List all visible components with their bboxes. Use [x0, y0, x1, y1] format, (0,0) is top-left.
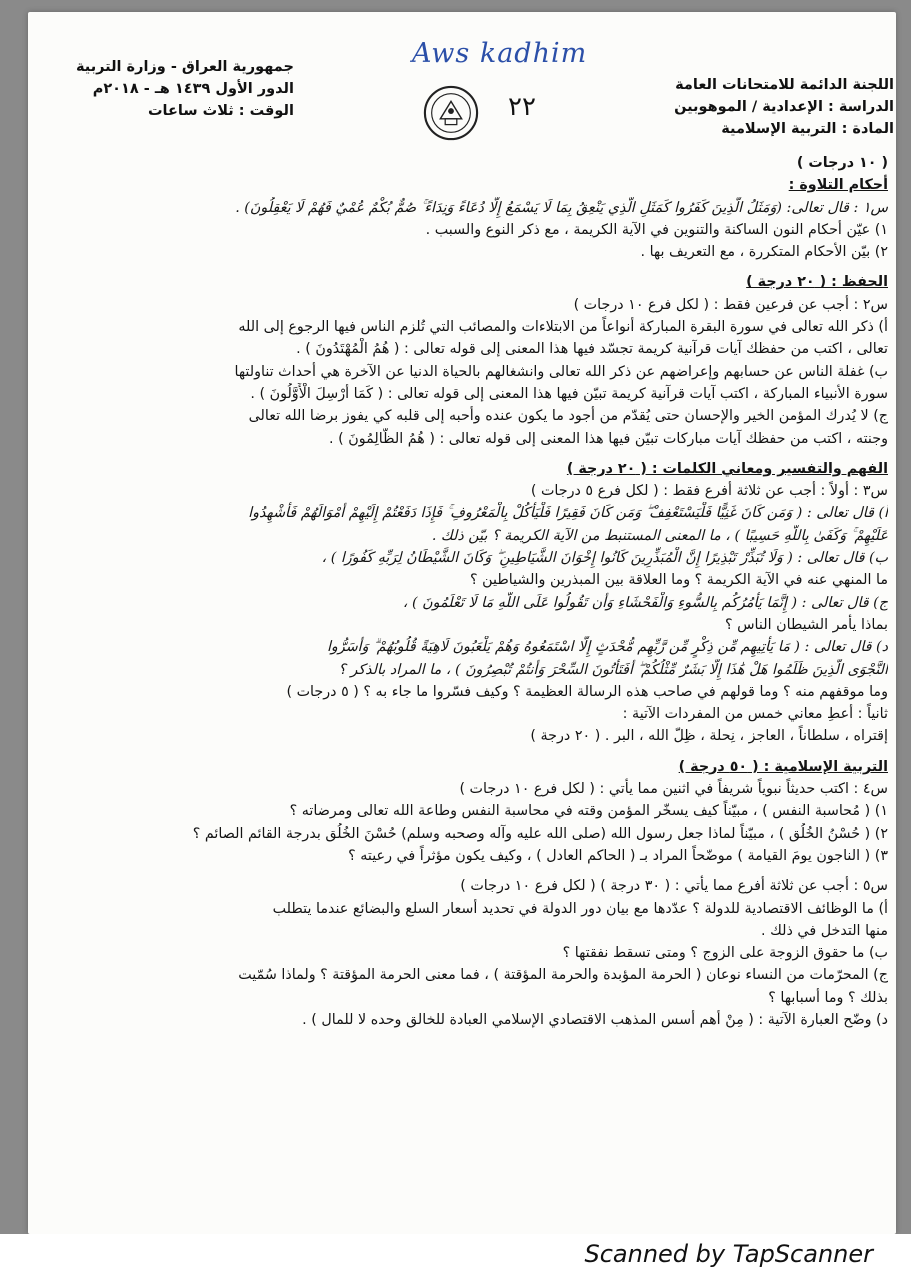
exam-line: د) وضّح العبارة الآتية : ( مِنْ أهم أسس المذهب الاقتصادي الإسلامي العبادة للخالق وحده لا للمال ) .: [302, 1011, 888, 1028]
exam-line: س٢ : أجب عن فرعين فقط : ( لكل فرع ١٠ درجات ): [573, 296, 888, 313]
exam-line: ٢) ( حُسْنُ الخُلُق ) ، مبيّناً لماذا جعل رسول الله (صلى الله عليه وآله وصحبه وسلم) حُسْنَ الخُلُق بدرجة القائم الصائم ؟: [192, 825, 888, 842]
exam-line: ج) لا يُدرك المؤمن الخير والإحسان حتى يُقدّم من أجود ما يكون عنده وأحبه إلى قلبه كي يفوز برضا الله تعالى: [248, 408, 888, 425]
header-committee: اللجنة الدائمة للامتحانات العامة: [675, 77, 894, 93]
scanner-watermark: Scanned by TapScanner: [584, 1240, 873, 1268]
exam-line: أ) قال تعالى : ( وَمَن كَانَ غَنِيًّا فَلْيَسْتَعْفِفْ ۖ وَمَن كَانَ فَقِيرًا فَلْيَأْكُلْ بِالْمَعْرُوفِ ۚ فَإِذَا دَفَعْتُمْ إِلَيْهِمْ أَمْوَالَهُمْ فَأَشْهِدُوا: [248, 505, 888, 522]
exam-line: س٤ : اكتب حديثاً نبوياً شريفاً في اثنين مما يأتي : ( لكل فرع ١٠ درجات ): [459, 781, 888, 798]
exam-line: النَّجْوَى الَّذِينَ ظَلَمُوا هَلْ هَٰذَا إِلَّا بَشَرٌ مِّثْلُكُمْ ۖ أَفَتَأْتُونَ السِّحْرَ وَأَنتُمْ تُبْصِرُونَ ) ، ما المراد بالذكر ؟: [338, 661, 888, 678]
header-study: الدراسة : الإعدادية / الموهوبين: [674, 99, 894, 115]
header-subject: المادة : التربية الإسلامية: [721, 121, 894, 137]
exam-line: الحفظ : ( ٢٠ درجة ): [746, 274, 888, 291]
exam-line: وجنته ، اكتب من حفظك آيات مباركات تبيّن فيها هذا المعنى إلى قوله تعالى : ( هُمُ الظَّالِمُونَ ) .: [329, 430, 888, 447]
exam-line: س٥ : أجب عن ثلاثة أفرع مما يأتي : ( ٣٠ درجة ) ( لكل فرع ١٠ درجات ): [460, 878, 888, 895]
exam-line: أ) ذكر الله تعالى في سورة البقرة المباركة أنواعاً من الابتلاءات والمصائب التي تُلزم الناس فيها الرجوع إلى الله: [238, 319, 888, 336]
exam-line: [32, 263, 888, 271]
exam-line: وما موقفهم منه ؟ وما قولهم في صاحب هذه الرسالة العظيمة ؟ وكيف فسّروا ما جاء به ؟ ( ٥ درجات ): [286, 683, 888, 700]
exam-line: بذلك ؟ وما أسبابها ؟: [768, 989, 888, 1006]
exam-line: ج) المحرّمات من النساء نوعان ( الحرمة المؤبدة والحرمة المؤقتة ) ، فما معنى الحرمة المؤقتة ؟ ولماذا سُمّيت: [238, 967, 888, 984]
exam-line: ب) قال تعالى : ( وَلَا تُبَذِّرْ تَبْذِيرًا إِنَّ الْمُبَذِّرِينَ كَانُوا إِخْوَانَ الشَّيَاطِينِ ۖ وَكَانَ الشَّيْطَانُ لِرَبِّهِ كَفُورًا ) ،: [321, 550, 888, 567]
scanner-footer: [0, 1234, 911, 1280]
exam-line: بماذا يأمر الشيطان الناس ؟: [724, 616, 888, 633]
header-left: [76, 56, 294, 122]
exam-line: الفهم والتفسير ومعاني الكلمات : ( ٢٠ درجة ): [566, 460, 888, 477]
exam-line: [32, 450, 888, 458]
exam-body: [32, 152, 888, 1031]
exam-line: س٣ : أولاً : أجب عن ثلاثة أفرع فقط : ( لكل فرع ٥ درجات ): [530, 483, 888, 500]
exam-line: ب) غفلة الناس عن حسابهم وإعراضهم عن ذكر الله تعالى وانشغالهم بالحياة الدنيا عن الآخرة هي أحداث تناولتها: [234, 363, 888, 380]
exam-line: ج) قال تعالى : ( إِنَّمَا يَأْمُرُكُم بِالسُّوءِ وَالْفَحْشَاءِ وَأَن تَقُولُوا عَلَى اللَّهِ مَا لَا تَعْلَمُونَ ) ،: [402, 594, 888, 611]
page-number: ٢٢: [508, 92, 536, 122]
ministry-seal-icon: [422, 84, 480, 142]
header-session: الدور الأول ١٤٣٩ هـ - ٢٠١٨م: [92, 81, 294, 97]
exam-line: ١) ( مُحاسبة النفس ) ، مبيّناً كيف يسخّر المؤمن وقته في محاسبة النفس وطاعة الله تعالى ومرضاته ؟: [289, 803, 888, 820]
exam-line: التربية الإسلامية : ( ٥٠ درجة ): [678, 758, 888, 775]
exam-line: [32, 867, 888, 875]
exam-line: أ) ما الوظائف الاقتصادية للدولة ؟ عدّدها مع بيان دور الدولة في تحديد أسعار السلع والبضائع عندما يتطلب: [272, 900, 888, 917]
exam-line: [32, 748, 888, 756]
exam-line: أحكام التلاوة :: [788, 177, 888, 194]
header-republic: جمهورية العراق - وزارة التربية: [76, 59, 294, 75]
exam-line: د) قال تعالى : ( مَا يَأْتِيهِم مِّن ذِكْرٍ مِّن رَّبِّهِم مُّحْدَثٍ إِلَّا اسْتَمَعُوهُ وَهُمْ يَلْعَبُونَ لَاهِيَةً قُلُوبُهُمْ ۗ وَأَسَرُّوا: [326, 639, 888, 656]
exam-line: ( ١٠ درجات ): [796, 155, 888, 171]
exam-line: ١) عيّن أحكام النون الساكنة والتنوين في الآية الكريمة ، مع ذكر النوع والسبب .: [425, 221, 888, 238]
exam-line: ٣) ( الناجون يومَ القيامة ) موضّحاً المراد بـ ( الحاكم العادل ) ، وكيف يكون مؤثراً في رعيته ؟: [348, 847, 888, 864]
exam-line: ٢) بيّن الأحكام المتكررة ، مع التعريف بها .: [640, 244, 888, 261]
header-right: [674, 74, 894, 140]
exam-line: ما المنهي عنه في الآية الكريمة ؟ وما العلاقة بين المبذرين والشياطين ؟: [470, 572, 888, 589]
exam-line: س١ : قال تعالى: (وَمَثَلُ الَّذِينَ كَفَرُوا كَمَثَلِ الَّذِي يَنْعِقُ بِمَا لَا يَسْمَعُ إِلَّا دُعَاءً وَنِدَاءً ۚ صُمٌّ بُكْمٌ عُمْيٌ فَهُمْ لَا يَعْقِلُونَ) .: [235, 199, 888, 216]
handwritten-name: Aws kadhim: [412, 38, 588, 69]
exam-line: منها التدخل في ذلك .: [761, 922, 888, 939]
exam-sheet: [28, 12, 896, 1234]
exam-line: سورة الأنبياء المباركة ، اكتب آيات قرآنية كريمة تبيّن فيها هذا المعنى إلى قوله تعالى : ( كَمَا أُرْسِلَ الْأَوَّلُونَ ) .: [250, 385, 888, 402]
exam-line: ب) ما حقوق الزوجة على الزوج ؟ ومتى تسقط نفقتها ؟: [562, 945, 888, 962]
exam-line: ثانياً : أعطِ معاني خمس من المفردات الآتية :: [622, 706, 888, 723]
exam-line: إقتراه ، سلطاناً ، العاجز ، نِحلة ، ظِلّ الله ، البر . ( ٢٠ درجة ): [530, 728, 888, 745]
exam-line: تعالى ، اكتب من حفظك آيات قرآنية كريمة تجسّد فيها هذا المعنى إلى قوله تعالى : ( هُمُ الْمُهْتَدُونَ ) .: [296, 341, 888, 358]
header-time: الوقت : ثلاث ساعات: [147, 103, 294, 119]
exam-line: عَلَيْهِمْ ۚ وَكَفَىٰ بِاللَّهِ حَسِيبًا ) ، ما المعنى المستنبط من الآية الكريمة ؟ بيّن ذلك .: [431, 527, 888, 544]
